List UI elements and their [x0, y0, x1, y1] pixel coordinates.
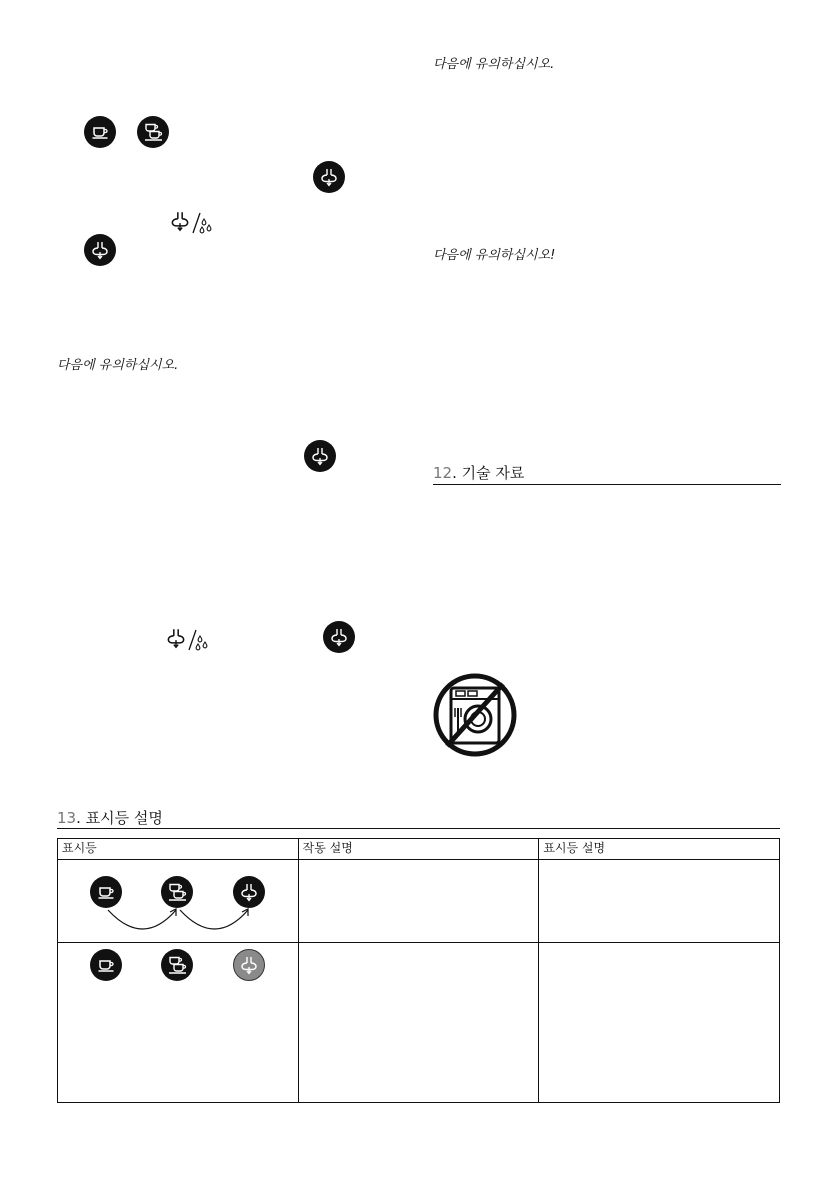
- steam-nozzle-icon: [313, 161, 345, 193]
- table-cell: [298, 943, 539, 1103]
- section-number: 12: [433, 464, 453, 482]
- double-cup-icon: [161, 949, 193, 981]
- steam-water-icon: [168, 207, 216, 241]
- column-header: 표시등: [58, 839, 299, 860]
- steam-nozzle-icon: [233, 949, 265, 981]
- table-cell: [58, 860, 299, 943]
- double-cup-icon: [137, 116, 169, 148]
- note-text: 다음에 유의하십시오.: [433, 57, 555, 72]
- no-dishwasher-icon: [432, 672, 518, 758]
- section-title: . 표시등 설명: [76, 809, 163, 827]
- steam-water-icon: [164, 624, 212, 658]
- table-header-row: [58, 839, 780, 860]
- table-cell: [298, 860, 539, 943]
- table-row: [58, 943, 780, 1103]
- table-cell: [539, 860, 780, 943]
- table-cell: [58, 943, 299, 1103]
- note-text: 다음에 유의하십시오.: [57, 358, 179, 373]
- section-divider: [57, 828, 780, 829]
- steam-nozzle-icon: [323, 621, 355, 653]
- steam-nozzle-icon: [304, 440, 336, 472]
- steam-nozzle-icon: [84, 234, 116, 266]
- single-cup-icon: [90, 949, 122, 981]
- indicator-table: [57, 838, 780, 1103]
- sequence-arrows: [58, 860, 298, 942]
- column-header: 작동 설명: [298, 839, 539, 860]
- note-text: 다음에 유의하십시오!: [433, 248, 556, 263]
- section-divider: [433, 484, 781, 485]
- section-number: 13: [57, 809, 77, 827]
- section-heading-indicators: [57, 807, 163, 828]
- single-cup-icon: [84, 116, 116, 148]
- table-cell: [539, 943, 780, 1103]
- column-header: 표시등 설명: [539, 839, 780, 860]
- section-title: . 기술 자료: [452, 464, 525, 482]
- table-row: [58, 860, 780, 943]
- section-heading-technical: [433, 462, 524, 483]
